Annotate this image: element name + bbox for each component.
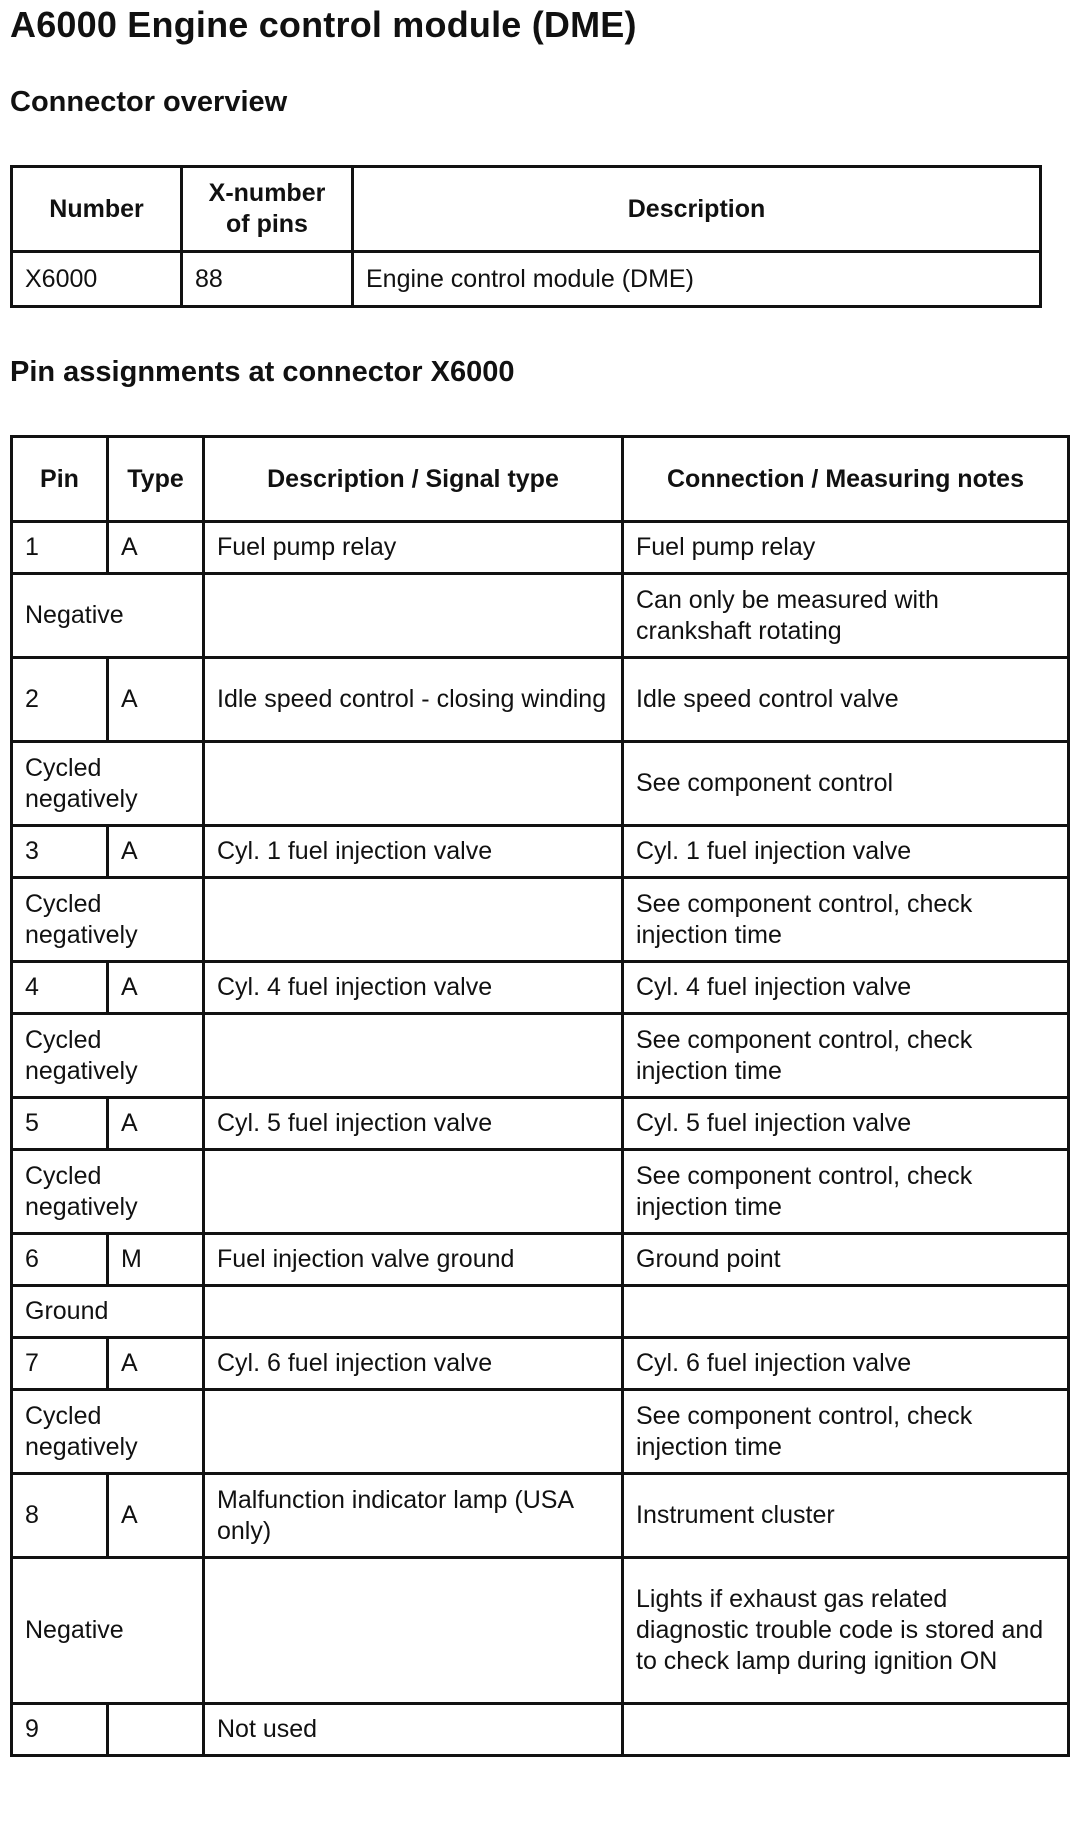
number-column-header: Number bbox=[12, 167, 182, 252]
pin-description: Cyl. 1 fuel injection valve bbox=[204, 826, 623, 878]
signal-type: Cycled negatively bbox=[12, 1150, 204, 1234]
pin-signal-row bbox=[12, 1150, 1069, 1234]
signal-type: Negative bbox=[12, 574, 204, 658]
pin-row bbox=[12, 1474, 1069, 1558]
signal-spacer bbox=[204, 1286, 623, 1338]
pin-connection bbox=[623, 1704, 1069, 1756]
pin-type: A bbox=[108, 826, 204, 878]
pin-type: A bbox=[108, 1338, 204, 1390]
pin-signal-row bbox=[12, 742, 1069, 826]
pin-assignments-heading: Pin assignments at connector X6000 bbox=[10, 356, 515, 388]
measuring-note: See component control, check injection time bbox=[623, 1390, 1069, 1474]
signal-type: Cycled negatively bbox=[12, 1390, 204, 1474]
connector-number: X6000 bbox=[12, 252, 182, 307]
pin-row bbox=[12, 658, 1069, 742]
signal-spacer bbox=[204, 1390, 623, 1474]
pin-signal-row bbox=[12, 1390, 1069, 1474]
pin-column-header: Pin bbox=[12, 437, 108, 522]
pin-number: 9 bbox=[12, 1704, 108, 1756]
pin-type: M bbox=[108, 1234, 204, 1286]
pin-row bbox=[12, 522, 1069, 574]
pin-connection: Idle speed control valve bbox=[623, 658, 1069, 742]
pin-description: Cyl. 5 fuel injection valve bbox=[204, 1098, 623, 1150]
signal-type: Negative bbox=[12, 1558, 204, 1704]
pins-header-row bbox=[12, 437, 1069, 522]
pin-row bbox=[12, 1098, 1069, 1150]
signal-type: Cycled negatively bbox=[12, 878, 204, 962]
pin-connection: Ground point bbox=[623, 1234, 1069, 1286]
pin-type bbox=[108, 1704, 204, 1756]
pin-type: A bbox=[108, 522, 204, 574]
signal-spacer bbox=[204, 1150, 623, 1234]
pin-connection: Fuel pump relay bbox=[623, 522, 1069, 574]
pin-row bbox=[12, 1234, 1069, 1286]
pins-column-header: X-number of pins bbox=[182, 167, 353, 252]
measuring-note bbox=[623, 1286, 1069, 1338]
pin-number: 7 bbox=[12, 1338, 108, 1390]
pin-assignments-table bbox=[10, 435, 1070, 1757]
page-title: A6000 Engine control module (DME) bbox=[10, 4, 637, 45]
measuring-note: Lights if exhaust gas related diagnostic trouble code is stored and to check lamp during ignition ON bbox=[623, 1558, 1069, 1704]
pin-connection: Cyl. 6 fuel injection valve bbox=[623, 1338, 1069, 1390]
signal-spacer bbox=[204, 878, 623, 962]
type-column-header: Type bbox=[108, 437, 204, 522]
pin-type: A bbox=[108, 1474, 204, 1558]
pin-connection: Cyl. 1 fuel injection valve bbox=[623, 826, 1069, 878]
notes-column-header: Connection / Measuring notes bbox=[623, 437, 1069, 522]
pin-description: Malfunction indicator lamp (USA only) bbox=[204, 1474, 623, 1558]
pin-description: Idle speed control - closing winding bbox=[204, 658, 623, 742]
signal-spacer bbox=[204, 1014, 623, 1098]
pin-number: 4 bbox=[12, 962, 108, 1014]
pin-row bbox=[12, 826, 1069, 878]
pin-signal-row bbox=[12, 1558, 1069, 1704]
signal-type: Ground bbox=[12, 1286, 204, 1338]
pin-type: A bbox=[108, 658, 204, 742]
pin-signal-row bbox=[12, 574, 1069, 658]
pin-description: Cyl. 4 fuel injection valve bbox=[204, 962, 623, 1014]
pin-number: 8 bbox=[12, 1474, 108, 1558]
pin-connection: Cyl. 5 fuel injection valve bbox=[623, 1098, 1069, 1150]
pin-signal-row bbox=[12, 1014, 1069, 1098]
overview-row bbox=[12, 252, 1041, 307]
pin-number: 3 bbox=[12, 826, 108, 878]
pin-row bbox=[12, 1704, 1069, 1756]
pin-signal-row bbox=[12, 1286, 1069, 1338]
pin-number: 2 bbox=[12, 658, 108, 742]
description-column-header: Description bbox=[353, 167, 1041, 252]
connector-overview-table bbox=[10, 165, 1042, 308]
measuring-note: See component control, check injection time bbox=[623, 878, 1069, 962]
signal-spacer bbox=[204, 742, 623, 826]
pin-number: 1 bbox=[12, 522, 108, 574]
pin-type: A bbox=[108, 962, 204, 1014]
pin-number: 5 bbox=[12, 1098, 108, 1150]
signal-type: Cycled negatively bbox=[12, 742, 204, 826]
connector-overview-heading: Connector overview bbox=[10, 86, 288, 118]
signal-spacer bbox=[204, 1558, 623, 1704]
pin-row bbox=[12, 1338, 1069, 1390]
pin-signal-row bbox=[12, 878, 1069, 962]
pin-count: 88 bbox=[182, 252, 353, 307]
pin-number: 6 bbox=[12, 1234, 108, 1286]
pin-description: Cyl. 6 fuel injection valve bbox=[204, 1338, 623, 1390]
signal-type: Cycled negatively bbox=[12, 1014, 204, 1098]
measuring-note: See component control, check injection time bbox=[623, 1150, 1069, 1234]
pin-type: A bbox=[108, 1098, 204, 1150]
pin-description: Not used bbox=[204, 1704, 623, 1756]
signal-spacer bbox=[204, 574, 623, 658]
pin-description: Fuel pump relay bbox=[204, 522, 623, 574]
measuring-note: Can only be measured with crankshaft rotating bbox=[623, 574, 1069, 658]
pin-row bbox=[12, 962, 1069, 1014]
overview-header-row bbox=[12, 167, 1041, 252]
measuring-note: See component control, check injection time bbox=[623, 1014, 1069, 1098]
pin-description: Fuel injection valve ground bbox=[204, 1234, 623, 1286]
measuring-note: See component control bbox=[623, 742, 1069, 826]
pin-connection: Instrument cluster bbox=[623, 1474, 1069, 1558]
pin-connection: Cyl. 4 fuel injection valve bbox=[623, 962, 1069, 1014]
connector-description: Engine control module (DME) bbox=[353, 252, 1041, 307]
description-column-header: Description / Signal type bbox=[204, 437, 623, 522]
